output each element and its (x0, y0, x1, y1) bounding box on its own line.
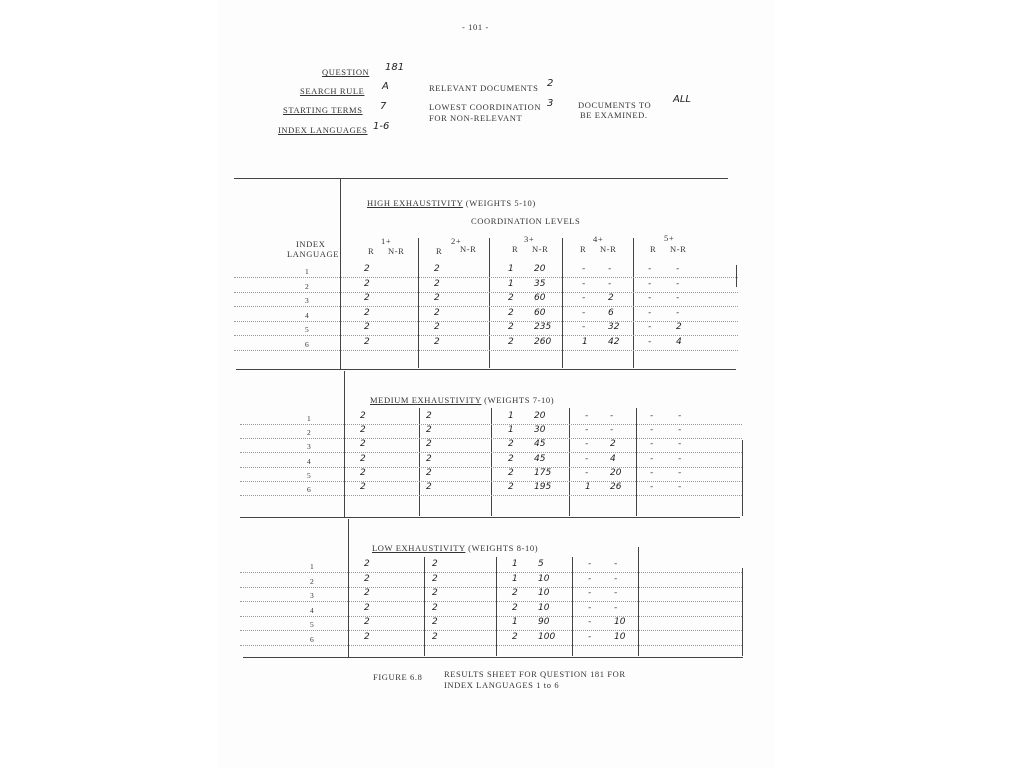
row-guide-line (240, 616, 742, 617)
relevant-count: 2 (364, 574, 370, 584)
relevant-count: 2 (360, 411, 366, 421)
non-relevant-count: 20 (534, 264, 546, 274)
non-relevant-count: - (610, 425, 614, 435)
relevant-count: - (588, 603, 592, 613)
row-guide-line (234, 277, 738, 278)
index-language-number: 5 (305, 325, 309, 334)
relevant-count: 2 (432, 574, 438, 584)
section-title-text: HIGH EXHAUSTIVITY (367, 198, 464, 208)
relevant-count: 2 (364, 588, 370, 598)
relevant-count: - (585, 439, 589, 449)
relevant-count: 2 (434, 264, 440, 274)
non-relevant-count: 45 (534, 454, 546, 464)
row-guide-line (240, 645, 742, 646)
index-languages-label: INDEX LANGUAGES (278, 125, 368, 135)
non-relevant-count: 42 (608, 337, 620, 347)
column-rule (742, 568, 743, 656)
r-heading: R (436, 246, 443, 256)
non-relevant-count: 10 (614, 617, 626, 627)
lowest-coord-value: 3 (547, 98, 554, 109)
non-relevant-count: - (676, 293, 680, 303)
non-relevant-count: 2 (610, 439, 616, 449)
relevant-count: 2 (364, 632, 370, 642)
row-guide-line (240, 495, 742, 496)
table-top-rule (234, 178, 728, 179)
level-heading: 1+ (381, 236, 392, 246)
relevant-count: 1 (585, 482, 591, 492)
non-relevant-count: 100 (538, 632, 556, 642)
level-heading: 5+ (664, 233, 675, 243)
row-guide-line (234, 350, 738, 351)
non-relevant-count: 2 (608, 293, 614, 303)
relevant-count: 2 (364, 322, 370, 332)
relevant-count: 2 (364, 617, 370, 627)
row-guide-line (240, 572, 742, 573)
column-rule (742, 440, 743, 516)
non-relevant-count: 175 (534, 468, 552, 478)
index-language-heading: LANGUAGE (287, 249, 340, 259)
coordination-levels-heading: COORDINATION LEVELS (471, 216, 581, 226)
section-rule (240, 517, 740, 518)
relevant-count: 1 (508, 425, 514, 435)
relevant-count: 2 (508, 482, 514, 492)
row-guide-line (240, 587, 742, 588)
relevant-count: 2 (432, 588, 438, 598)
column-rule (736, 265, 737, 287)
section-title (370, 395, 554, 405)
relevant-count: 1 (512, 559, 518, 569)
relevant-count: 2 (434, 322, 440, 332)
search-rule-label: SEARCH RULE (300, 86, 365, 96)
nr-heading: N-R (460, 244, 477, 254)
non-relevant-count: - (614, 574, 618, 584)
relevant-count: - (648, 322, 652, 332)
non-relevant-count: 195 (534, 482, 552, 492)
relevant-count: 2 (426, 482, 432, 492)
relevant-count: 2 (364, 559, 370, 569)
relevant-count: - (650, 468, 654, 478)
relevant-count: 2 (364, 293, 370, 303)
index-language-heading: INDEX (296, 239, 326, 249)
row-guide-line (234, 335, 738, 336)
starting-terms-value: 7 (380, 101, 387, 112)
relevant-count: - (588, 559, 592, 569)
non-relevant-count: 4 (610, 454, 616, 464)
relevant-count: - (588, 632, 592, 642)
relevant-count: 2 (434, 293, 440, 303)
relevant-count: - (582, 264, 586, 274)
relevant-count: - (588, 588, 592, 598)
non-relevant-count: - (678, 439, 682, 449)
relevant-count: - (648, 279, 652, 289)
relevant-count: 2 (360, 425, 366, 435)
relevant-count: - (650, 439, 654, 449)
relevant-count: 2 (364, 308, 370, 318)
non-relevant-count: - (676, 308, 680, 318)
index-language-number: 3 (307, 442, 311, 451)
non-relevant-label: FOR NON-RELEVANT (429, 113, 523, 123)
relevant-count: 2 (360, 468, 366, 478)
relevant-count: 1 (512, 574, 518, 584)
relevant-count: - (648, 293, 652, 303)
non-relevant-count: 60 (534, 293, 546, 303)
non-relevant-count: 35 (534, 279, 546, 289)
docs-to-value: ALL (673, 94, 691, 105)
index-language-number: 4 (310, 606, 314, 615)
relevant-count: 2 (364, 337, 370, 347)
non-relevant-count: 90 (538, 617, 550, 627)
relevant-count: 2 (432, 617, 438, 627)
relevant-count: - (650, 482, 654, 492)
relevant-count: 1 (512, 617, 518, 627)
index-language-number: 1 (305, 267, 309, 276)
non-relevant-count: - (608, 264, 612, 274)
table-vrule (340, 178, 341, 370)
relevant-count: 2 (508, 322, 514, 332)
index-language-number: 6 (310, 635, 314, 644)
relevant-count: 2 (512, 588, 518, 598)
non-relevant-count: 5 (538, 559, 544, 569)
index-language-number: 6 (307, 485, 311, 494)
row-guide-line (234, 292, 738, 293)
section-title (372, 543, 538, 553)
non-relevant-count: 4 (676, 337, 682, 347)
relevant-count: - (582, 293, 586, 303)
relevant-count: 2 (432, 603, 438, 613)
row-guide-line (240, 630, 742, 631)
page-number: - 101 - (462, 22, 489, 32)
relevant-count: 2 (360, 482, 366, 492)
relevant-count: 2 (434, 337, 440, 347)
non-relevant-count: - (614, 603, 618, 613)
non-relevant-count: - (614, 559, 618, 569)
non-relevant-count: - (678, 468, 682, 478)
section-title-text: LOW EXHAUSTIVITY (372, 543, 466, 553)
row-guide-line (240, 467, 742, 468)
relevant-count: 2 (508, 454, 514, 464)
row-guide-line (240, 424, 742, 425)
index-language-number: 3 (305, 296, 309, 305)
index-language-number: 2 (305, 282, 309, 291)
non-relevant-count: 6 (608, 308, 614, 318)
relevant-count: 1 (582, 337, 588, 347)
column-rule (562, 238, 563, 368)
relevant-count: - (582, 279, 586, 289)
non-relevant-count: 2 (676, 322, 682, 332)
r-heading: R (512, 244, 519, 254)
column-rule (489, 238, 490, 368)
docs-to-label: DOCUMENTS TO (578, 100, 652, 110)
relevant-count: 2 (426, 468, 432, 478)
table-bottom-rule (243, 657, 743, 658)
index-language-number: 5 (307, 471, 311, 480)
non-relevant-count: - (614, 588, 618, 598)
non-relevant-count: - (678, 454, 682, 464)
level-heading: 3+ (524, 234, 535, 244)
relevant-count: 2 (360, 439, 366, 449)
relevant-count: 2 (426, 411, 432, 421)
index-language-number: 6 (305, 340, 309, 349)
section-title-text: MEDIUM EXHAUSTIVITY (370, 395, 482, 405)
nr-heading: N-R (670, 244, 687, 254)
starting-terms-label: STARTING TERMS (283, 105, 363, 115)
relevant-count: - (582, 308, 586, 318)
index-language-number: 3 (310, 591, 314, 600)
search-rule-value: A (382, 81, 389, 92)
relevant-count: 2 (426, 425, 432, 435)
nr-heading: N-R (532, 244, 549, 254)
non-relevant-count: - (676, 279, 680, 289)
non-relevant-count: - (608, 279, 612, 289)
relevant-count: - (582, 322, 586, 332)
relevant-docs-label: RELEVANT DOCUMENTS (429, 83, 539, 93)
non-relevant-count: - (678, 425, 682, 435)
relevant-count: 2 (364, 279, 370, 289)
non-relevant-count: - (678, 411, 682, 421)
relevant-count: 2 (432, 632, 438, 642)
non-relevant-count: - (610, 411, 614, 421)
section-weights: (WEIGHTS 7-10) (484, 395, 555, 405)
relevant-count: - (585, 411, 589, 421)
non-relevant-count: 30 (534, 425, 546, 435)
non-relevant-count: 10 (614, 632, 626, 642)
index-language-number: 5 (310, 620, 314, 629)
relevant-count: - (648, 264, 652, 274)
table-vrule (348, 519, 349, 657)
relevant-count: 2 (360, 454, 366, 464)
relevant-count: 2 (434, 279, 440, 289)
relevant-count: 2 (432, 559, 438, 569)
non-relevant-count: 10 (538, 603, 550, 613)
non-relevant-count: 260 (534, 337, 552, 347)
r-heading: R (650, 244, 657, 254)
index-language-number: 1 (310, 562, 314, 571)
relevant-count: - (585, 468, 589, 478)
relevant-docs-value: 2 (547, 78, 554, 89)
index-languages-value: 1-6 (373, 121, 390, 132)
column-rule (633, 238, 634, 368)
relevant-count: 1 (508, 279, 514, 289)
section-weights: (WEIGHTS 8-10) (468, 543, 539, 553)
nr-heading: N-R (388, 246, 405, 256)
non-relevant-count: 60 (534, 308, 546, 318)
section-rule (236, 369, 736, 370)
figure-caption-line1: RESULTS SHEET FOR QUESTION 181 FOR (444, 669, 626, 679)
non-relevant-count: 45 (534, 439, 546, 449)
non-relevant-count: - (678, 482, 682, 492)
index-language-number: 4 (307, 457, 311, 466)
non-relevant-count: 20 (610, 468, 622, 478)
relevant-count: - (648, 308, 652, 318)
index-language-number: 2 (310, 577, 314, 586)
question-label: QUESTION (322, 67, 370, 77)
section-weights: (WEIGHTS 5-10) (465, 198, 536, 208)
row-guide-line (240, 601, 742, 602)
relevant-count: - (588, 574, 592, 584)
relevant-count: - (650, 454, 654, 464)
relevant-count: 1 (508, 264, 514, 274)
non-relevant-count: 10 (538, 588, 550, 598)
row-guide-line (240, 481, 742, 482)
index-language-number: 1 (307, 414, 311, 423)
relevant-count: 2 (364, 603, 370, 613)
relevant-count: 2 (512, 632, 518, 642)
relevant-count: 2 (426, 439, 432, 449)
row-guide-line (234, 306, 738, 307)
relevant-count: 2 (434, 308, 440, 318)
relevant-count: - (585, 425, 589, 435)
relevant-count: - (588, 617, 592, 627)
row-guide-line (234, 321, 738, 322)
index-language-number: 2 (307, 428, 311, 437)
relevant-count: - (648, 337, 652, 347)
relevant-count: 2 (508, 308, 514, 318)
non-relevant-count: - (676, 264, 680, 274)
row-guide-line (240, 438, 742, 439)
relevant-count: - (650, 425, 654, 435)
relevant-count: 2 (512, 603, 518, 613)
non-relevant-count: 235 (534, 322, 552, 332)
relevant-count: 1 (508, 411, 514, 421)
section-title (367, 198, 536, 208)
level-heading: 2+ (451, 236, 462, 246)
row-guide-line (240, 452, 742, 453)
be-examined-label: BE EXAMINED. (580, 110, 648, 120)
relevant-count: 2 (508, 337, 514, 347)
non-relevant-count: 32 (608, 322, 620, 332)
lowest-coord-label: LOWEST COORDINATION (429, 102, 542, 112)
relevant-count: 2 (508, 439, 514, 449)
r-heading: R (368, 246, 375, 256)
relevant-count: 2 (508, 468, 514, 478)
column-rule (418, 238, 419, 368)
non-relevant-count: 26 (610, 482, 622, 492)
r-heading: R (580, 244, 587, 254)
nr-heading: N-R (600, 244, 617, 254)
relevant-count: - (650, 411, 654, 421)
figure-caption-line2: INDEX LANGUAGES 1 to 6 (444, 680, 560, 690)
question-value: 181 (385, 62, 405, 73)
non-relevant-count: 20 (534, 411, 546, 421)
index-language-number: 4 (305, 311, 309, 320)
relevant-count: - (585, 454, 589, 464)
relevant-count: 2 (426, 454, 432, 464)
level-heading: 4+ (593, 234, 604, 244)
figure-number: FIGURE 6.8 (373, 672, 423, 682)
non-relevant-count: 10 (538, 574, 550, 584)
relevant-count: 2 (364, 264, 370, 274)
relevant-count: 2 (508, 293, 514, 303)
